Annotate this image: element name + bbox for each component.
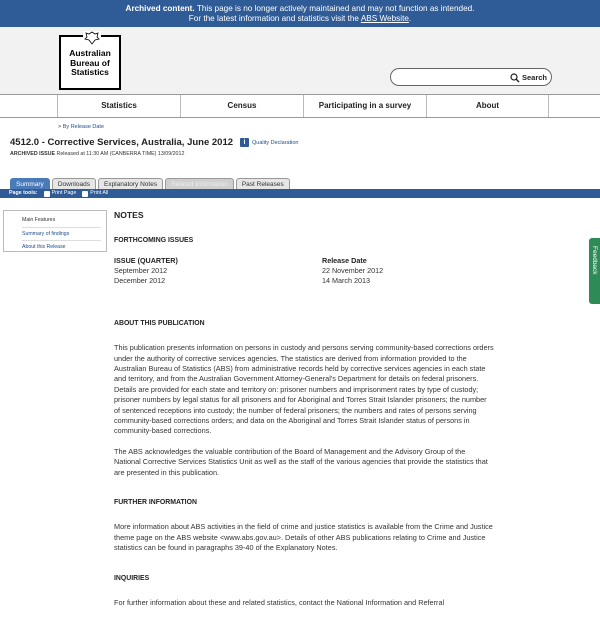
about-paragraph-2: The ABS acknowledges the valuable contribution of the Board of Management and the Advisory Group of the National Corrective Services Statistics Unit as well as the staff of the various agencies that provide the statistics that are presented in this publication. (114, 446, 488, 477)
archived-label: ARCHIVED ISSUE (10, 151, 56, 157)
breadcrumb (58, 124, 104, 130)
forthcoming-table (114, 256, 494, 287)
table-cell-issue: September 2012 (114, 266, 168, 276)
tab-related-information: Related Information (165, 178, 234, 189)
sidebar (3, 210, 107, 252)
further-heading: FURTHER INFORMATION (114, 498, 197, 506)
print-page-label: Print Page (51, 190, 77, 196)
table-cell-issue: December 2012 (114, 276, 166, 286)
info-icon: i (240, 138, 249, 147)
main-nav (0, 94, 600, 118)
page-tools-label: Page tools: (9, 190, 38, 196)
nav-item-participating[interactable]: Participating in a survey (303, 95, 426, 117)
nav-item-statistics[interactable]: Statistics (57, 95, 180, 117)
tab-explanatory-notes[interactable]: Explanatory Notes (98, 178, 163, 189)
logo-line1: Australian (69, 48, 111, 58)
main-content (114, 208, 494, 618)
printer-icon (44, 191, 50, 197)
quality-declaration-link[interactable]: Quality Declaration (252, 139, 299, 146)
search-box (390, 68, 552, 86)
about-paragraph-1: This publication presents information on persons in custody and persons serving community-based corrections orders under the authority of corrective services agencies. The statistics are derived from information provided to the Australian Bureau of Statistics (ABS) from administrative records held by corrective services agencies in each state and territory, and from the Australian Government Attorney-General's Department for details on federal prisoners. Details are provided for each state and territory on: prisoner numbers and imprisonment rates by type of custody; prisoner numbers by legal status for all prisoners and for Aboriginal and Torres Strait Islander prisoners; the number of sentenced receptions into custody; the number of federal prisoners; the numbers and rates of persons serving community-based corrections orders; and data on the Aboriginal and Torres Strait Islander status of persons in community-based corrections. (114, 343, 494, 436)
inquiries-paragraph: For further information about these and related statistics, contact the National Information and Referral (114, 598, 445, 608)
pdf-icon (82, 191, 88, 197)
abs-logo[interactable] (59, 35, 121, 90)
feedback-label: Feedback (591, 246, 598, 275)
banner-line1: This page is no longer actively maintained and may not function as intended. (194, 4, 475, 13)
feedback-tab[interactable] (589, 238, 600, 304)
breadcrumb-link[interactable]: By Release Date (62, 124, 105, 130)
table-cell-release: 14 March 2013 (322, 276, 370, 286)
archived-text: Released at 11:30 AM (CANBERRA TIME) 13/09/2012 (55, 151, 185, 157)
release-col-header: Release Date (322, 255, 367, 265)
banner-strong: Archived content. (125, 4, 195, 13)
issue-col-header: ISSUE (QUARTER) (114, 255, 178, 265)
tab-summary[interactable]: Summary (10, 178, 50, 189)
coat-of-arms-icon (83, 31, 101, 45)
quality-declaration[interactable] (240, 138, 298, 147)
print-all-label: Print All (90, 190, 109, 196)
about-heading: ABOUT THIS PUBLICATION (114, 319, 205, 327)
banner-line2-suffix: . (408, 14, 412, 23)
search-button-label: Search (521, 73, 547, 82)
abs-website-link[interactable]: ABS Website (360, 14, 409, 23)
further-paragraph: More information about ABS activities in the field of crime and justice statistics is available from the Crime and Justice theme page on the ABS website <www.abs.gov.au>. Details of other ABS publications relating to Crime and Justice statistics can be found in paragraphs 39-40 of the Explanatory Notes. (114, 522, 493, 553)
nav-item-census[interactable]: Census (180, 95, 303, 117)
inquiries-heading: INQUIRIES (114, 574, 150, 582)
tab-past-releases[interactable]: Past Releases (236, 178, 290, 189)
sidebar-item-summary-of-findings[interactable]: Summary of findings (22, 228, 101, 242)
print-all-button[interactable] (82, 189, 108, 198)
archived-banner (0, 0, 600, 27)
sidebar-item-about-release[interactable]: About this Release (22, 244, 66, 250)
page-title: 4512.0 - Corrective Services, Australia, June 2012 (10, 137, 234, 148)
breadcrumb-sep: > (58, 124, 63, 130)
forthcoming-heading: FORTHCOMING ISSUES (114, 237, 194, 245)
search-input[interactable] (397, 71, 507, 83)
archived-issue-line (10, 151, 184, 157)
search-icon (510, 73, 520, 83)
print-page-button[interactable] (44, 189, 77, 198)
nav-item-about[interactable]: About (426, 95, 549, 117)
banner-line2-prefix: For the latest information and statistics visit the (188, 14, 361, 23)
tab-downloads[interactable]: Downloads (52, 178, 96, 189)
tab-bar (10, 178, 290, 189)
sidebar-item-main-features[interactable]: Main Features (22, 214, 101, 228)
notes-heading: NOTES (114, 210, 144, 220)
page-tools-bar (0, 189, 600, 198)
logo-line3: Statistics (71, 67, 109, 77)
table-cell-release: 22 November 2012 (322, 266, 384, 276)
logo-line2: Bureau of (70, 57, 110, 68)
site-header (0, 27, 600, 94)
search-button[interactable] (510, 71, 547, 84)
